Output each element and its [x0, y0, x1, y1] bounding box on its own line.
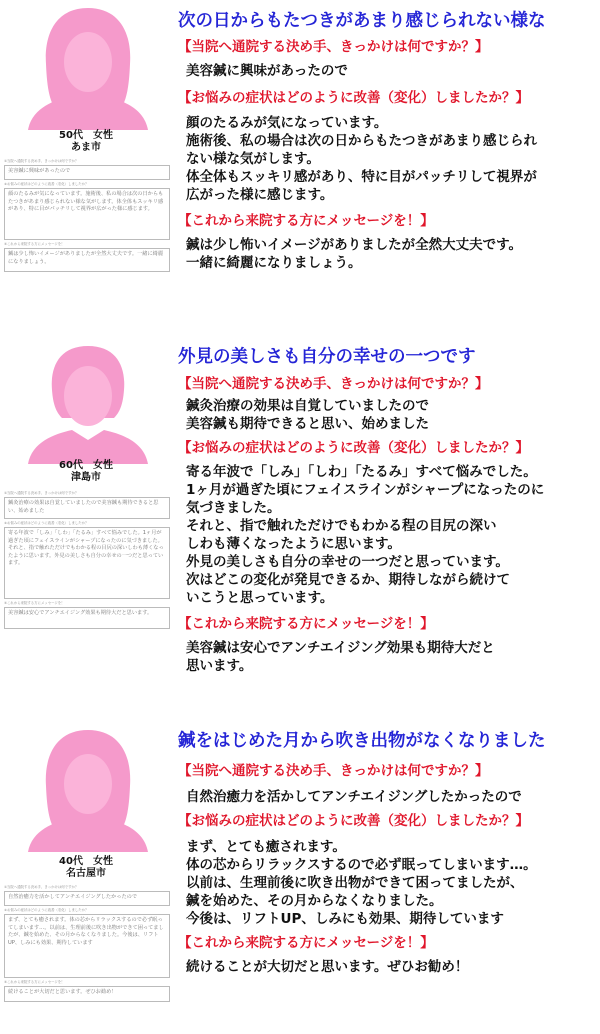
answer-line: 鍼は少し怖いイメージがありましたが全然大丈夫です。	[186, 237, 523, 253]
sheet-question: ③これから来院する方にメッセージを！	[4, 601, 65, 605]
answer-message	[178, 236, 596, 272]
answer-message	[178, 958, 596, 976]
sheet-question: ②お悩みの症状はどのように改善（変化）しましたか？	[4, 908, 89, 912]
testimonial-title: 外見の美しさも自分の幸せの一つです	[178, 347, 476, 367]
sheet-answer: 鍼は少し怖いイメージがありましたが全然大丈夫です。一緒に綺麗になりましょう。	[4, 248, 170, 272]
answer-line: 美容鍼も期待できると思い、始めました	[186, 416, 429, 432]
answer-line: 体全体もスッキリ感があり、特に目がパッチリして視界が	[186, 169, 537, 185]
sheet-question: ③これから来院する方にメッセージを！	[4, 242, 65, 246]
answer-line: それと、指で触れただけでもわかる程の目尻の深い	[186, 518, 497, 534]
question-reason: 【当院へ通院する決め手、きっかけは何ですか？】	[178, 763, 489, 779]
sheet-question: ②お悩みの症状はどのように改善（変化）しましたか？	[4, 182, 89, 186]
answer-line: 今後は、リフトUP、しみにも効果、期待しています	[186, 911, 504, 927]
answer-line: 一緒に綺麗になりましょう。	[186, 255, 362, 271]
question-reason: 【当院へ通院する決め手、きっかけは何ですか？】	[178, 39, 489, 55]
answer-line: 思います。	[186, 658, 253, 674]
sheet-question: ③これから来院する方にメッセージを！	[4, 980, 65, 984]
question-message: 【これから来院する方にメッセージを！】	[178, 213, 434, 229]
answer-improvement	[178, 838, 596, 928]
sheet-answer: 美容鍼に興味があったので	[4, 165, 170, 180]
answer-line: 続けることが大切だと思います。ぜひお勧め！	[186, 959, 469, 975]
sheet-question: ②お悩みの症状はどのように改善（変化）しましたか？	[4, 521, 89, 525]
answer-line: 美容鍼に興味があったので	[186, 63, 348, 79]
sheet-answer: 続けることが大切だと思います。ぜひお勧め！	[4, 986, 170, 1002]
answer-line: 次はどこの変化が発見できるか、期待しながら続けて	[186, 572, 510, 588]
testimonial-title: 鍼をはじめた月から吹き出物がなくなりました	[178, 731, 546, 751]
question-improvement: 【お悩みの症状はどのように改善（変化）しましたか？】	[178, 440, 529, 456]
sheet-question: ①当院へ通院する決め手、きっかけは何ですか？	[4, 159, 79, 163]
woman-avatar-icon	[28, 338, 148, 464]
answer-improvement	[178, 463, 596, 607]
testimonial-1	[0, 0, 600, 320]
survey-sheet-image	[4, 884, 170, 1004]
answer-line: 寄る年波で「しみ」「しわ」「たるみ」すべて悩みでした。	[186, 464, 537, 480]
answer-line: 広がった様に感じます。	[186, 187, 334, 203]
customer-city: あま市	[71, 142, 101, 153]
answer-improvement	[178, 114, 596, 204]
woman-avatar-icon	[28, 4, 148, 130]
testimonial-title: 次の日からもたつきがあまり感じられない様な	[178, 11, 546, 31]
sheet-answer: 鍼灸治療の効果は自覚していましたので美容鍼も期待できると思い、始めました	[4, 497, 170, 519]
testimonial-content	[178, 0, 596, 272]
sheet-answer: 寄る年波で「しみ」「しわ」「たるみ」すべて悩みでした。1ヶ月が過ぎた頃にフェイスラインがシャープになったのに気づきました。それと、指で触れただけでもわかる程の目尻の深いしわも薄くなったように思います。外見の美しさも自分の幸せの一つだと思っています。	[4, 527, 170, 599]
sheet-answer: 美容鍼は安心でアンチエイジング効果も期待大だと思います。	[4, 607, 170, 629]
answer-line: ない様な気がします。	[186, 151, 320, 167]
answer-line: 鍼灸治療の効果は自覚していましたので	[186, 398, 429, 414]
answer-line: まず、とても癒されます。	[186, 839, 346, 855]
testimonial-2	[0, 330, 600, 700]
answer-line: しわも薄くなったように思います。	[186, 536, 401, 552]
question-reason: 【当院へ通院する決め手、きっかけは何ですか？】	[178, 376, 489, 392]
answer-line: 美容鍼は安心でアンチエイジング効果も期待大だと	[186, 640, 495, 656]
question-message: 【これから来院する方にメッセージを！】	[178, 616, 434, 632]
answer-line: 外見の美しさも自分の幸せの一つだと思っています。	[186, 554, 509, 570]
woman-avatar-icon	[28, 726, 148, 852]
answer-line: 自然治癒力を活かしてアンチエイジングしたかったので	[186, 789, 522, 805]
answer-line: 顔のたるみが気になっています。	[186, 115, 388, 131]
customer-age: 50代 女性	[59, 130, 113, 141]
question-improvement: 【お悩みの症状はどのように改善（変化）しましたか？】	[178, 813, 529, 829]
customer-age: 40代 女性	[59, 856, 113, 867]
answer-line: 施術後、私の場合は次の日からもたつきがあまり感じられ	[186, 133, 537, 149]
answer-line: いこうと思っています。	[186, 590, 334, 606]
answer-reason	[178, 62, 596, 80]
survey-sheet-image	[4, 490, 170, 631]
sheet-question: ①当院へ通院する決め手、きっかけは何ですか？	[4, 491, 79, 495]
sheet-question: ①当院へ通院する決め手、きっかけは何ですか？	[4, 885, 79, 889]
customer-city: 津島市	[71, 472, 101, 483]
sheet-answer: 顔のたるみが気になっています。施術後、私の場合は次の日からもたつきがあまり感じられない様な気がします。体全体もスッキリ感があり、特に目がパッチリして視界が広がった様に感じます。	[4, 188, 170, 240]
question-improvement: 【お悩みの症状はどのように改善（変化）しましたか？】	[178, 90, 529, 106]
question-message: 【これから来院する方にメッセージを！】	[178, 935, 434, 951]
testimonial-content	[178, 720, 596, 976]
survey-sheet-image	[4, 158, 170, 274]
answer-line: 1ヶ月が過ぎた頃にフェイスラインがシャープになったのに	[186, 482, 545, 498]
sheet-answer: まず、とても癒されます。体の芯からリラックスするので必ず眠ってしまいます…。以前は、生理前後に吹き出物ができて困ってましたが、鍼を始めた、その月からなくなりました。今後は、リフトUP、しみにも効果、期待しています	[4, 914, 170, 978]
answer-message	[178, 639, 596, 675]
sheet-answer: 自然治癒力を活かしてアンチエイジングしたかったので	[4, 891, 170, 906]
customer-city: 名古屋市	[66, 868, 106, 879]
answer-line: 鍼を始めた、その月からなくなりました。	[186, 893, 443, 909]
testimonial-content	[178, 330, 596, 675]
answer-reason	[178, 397, 596, 433]
customer-age: 60代 女性	[59, 460, 113, 471]
answer-reason	[178, 788, 596, 806]
answer-line: 以前は、生理前後に吹き出物ができて困ってましたが、	[186, 875, 524, 891]
testimonial-3	[0, 720, 600, 1034]
answer-line: 気づきました。	[186, 500, 281, 516]
answer-line: 体の芯からリラックスするので必ず眠ってしまいます…。	[186, 857, 537, 873]
